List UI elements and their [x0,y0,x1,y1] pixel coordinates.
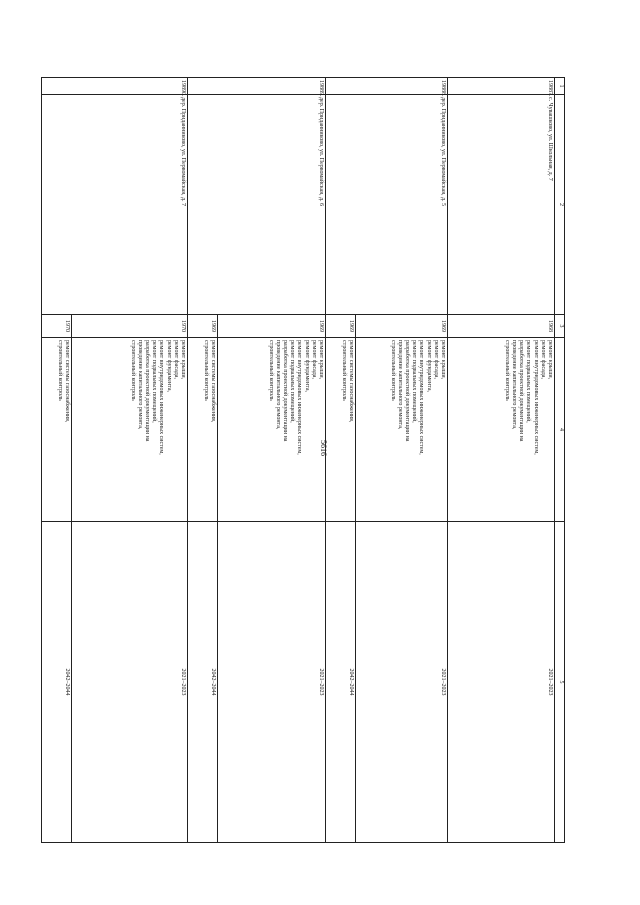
work-item: проведение капитального ремонта, [511,340,518,430]
work-item: разработка проектной документации на [404,340,411,442]
work-item: ремонт фасада, [172,340,179,379]
row-number-cell: 19890. [42,78,188,95]
work-item: разработка проектной документации на [144,340,151,442]
table-row [448,78,555,843]
header-cell-2: 2 [555,95,565,315]
repair-schedule-table [41,77,565,843]
work-item: проведение капитального ремонта, [274,340,281,430]
work-item: проведение капитального ремонта, [136,340,143,430]
row-number-cell: 19887. [448,78,555,95]
work-item: ремонт крыши, [318,340,324,380]
work-item: ремонт фасада, [539,340,546,379]
address-cell: дер. Приданниково, ул. Первомайская, д. 5 [326,95,448,315]
header-row [555,78,565,843]
table-row [72,78,188,843]
work-item: строительный контроль [389,340,396,401]
work-item: ремонт фундамента, [165,340,172,392]
address-cell: дер. Приданниково, ул. Первомайская, д. 6 [188,95,326,315]
row-number-cell: 19889. [188,78,326,95]
works-cell [42,338,72,522]
work-item: ремонт внутридомовых инженерных систем, [532,340,539,455]
work-item: разработка проектной документации на [282,340,289,442]
row-number-cell: 19888. [326,78,448,95]
table-row [218,78,326,843]
period-cell: 2021–2023 [356,522,448,843]
work-item: ремонт крыши, [440,340,446,380]
header-cell-5: 5 [555,522,565,843]
header-cell-4: 4 [555,338,565,522]
rotated-table-container [56,77,565,842]
year-cell: 1968 [448,315,555,338]
works-cell [356,338,448,522]
address-cell: дер. Приданниково, ул. Первомайская, д. 7 [42,95,188,315]
work-item: ремонт фундамента, [303,340,310,392]
work-item: ремонт фундамента, [425,340,432,392]
work-item: строительный контроль [202,340,209,401]
work-item: ремонт крыши, [547,340,553,380]
works-cell [326,338,356,522]
work-item: строительный контроль [267,340,274,401]
address-cell: с. Чувашково, ул. Школьная, д. 7 [448,95,555,315]
work-item: строительный контроль [129,340,136,401]
work-item: ремонт подвальных помещений, [525,340,532,423]
work-item: ремонт крыши, [180,340,186,380]
work-item: ремонт подвальных помещений, [151,340,158,423]
work-item: ремонт внутридомовых инженерных систем, [158,340,165,455]
period-cell: 2021–2023 [218,522,326,843]
header-cell-3: 3 [555,315,565,338]
year-cell: 1969 [326,315,356,338]
year-cell: 1969 [188,315,218,338]
work-item: ремонт внутридомовых инженерных систем, [418,340,425,455]
period-cell: 2021–2023 [448,522,555,843]
work-item: ремонт фасада, [432,340,439,379]
works-cell [188,338,218,522]
period-cell: 2042–2044 [188,522,218,843]
work-item: ремонт фасада, [310,340,317,379]
work-item: строительный контроль [56,340,63,401]
work-item: ремонт подвальных помещений, [411,340,418,423]
work-item: ремонт внутридомовых инженерных систем, [296,340,303,455]
work-item: ремонт системы газоснабжения, [348,340,354,423]
year-cell: 1969 [218,315,326,338]
period-cell: 2042–2044 [326,522,356,843]
header-cell-1: 1 [555,78,565,95]
work-item: строительный контроль [340,340,347,401]
work-item: разработка проектной документации на [518,340,525,442]
period-cell: 2021–2023 [72,522,188,843]
year-cell: 1970 [72,315,188,338]
works-cell [448,338,555,522]
work-item: строительный контроль [503,340,510,401]
works-cell [72,338,188,522]
year-cell: 1969 [356,315,448,338]
document-page [56,77,565,842]
period-cell: 2042–2044 [42,522,72,843]
table-row [356,78,448,843]
works-cell [218,338,326,522]
work-item: ремонт системы газоснабжения, [64,340,70,423]
work-item: ремонт системы газоснабжения, [210,340,216,423]
page-number: 5616 [319,440,328,456]
work-item: проведение капитального ремонта, [396,340,403,430]
year-cell: 1970 [42,315,72,338]
work-item: ремонт подвальных помещений, [289,340,296,423]
